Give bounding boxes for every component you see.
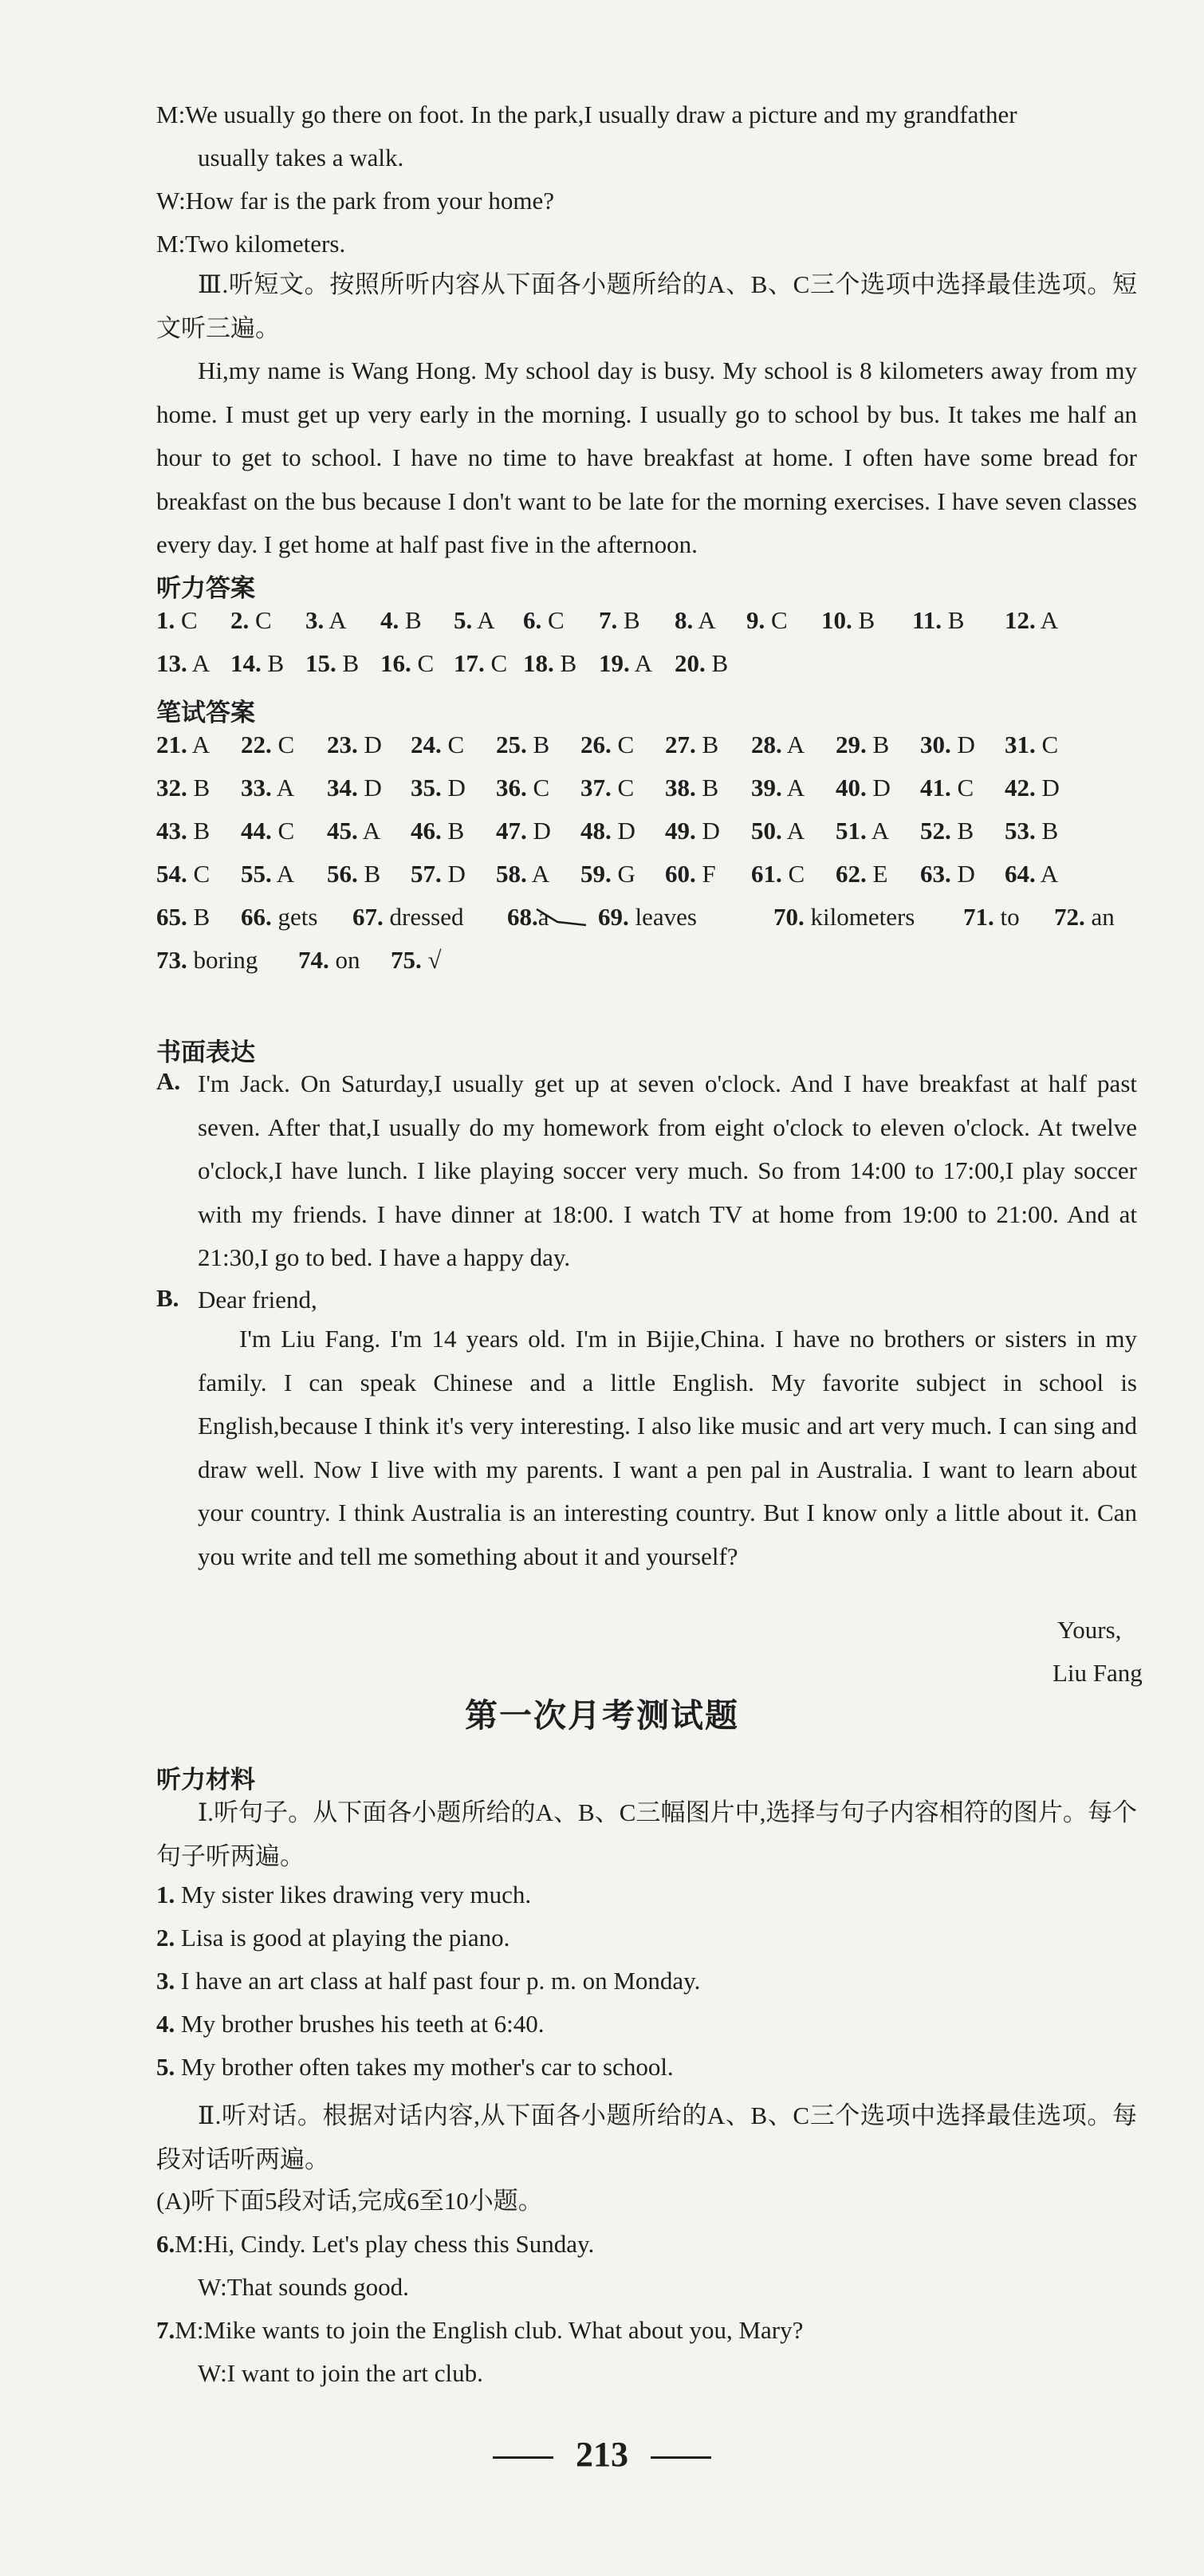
answer-item: 23. D xyxy=(327,731,382,758)
question-number: 7. xyxy=(156,2316,175,2344)
answer-row xyxy=(156,901,1137,944)
written-answers-grid xyxy=(156,729,1137,987)
answer-item: 6. C xyxy=(523,606,565,634)
part3-passage: Hi,my name is Wang Hong. My school day is busy. My school is 8 kilometers away from my home. I must get up very early in the morning. I usually go to school by bus. It takes me half an hour to get to school. I have no time to have breakfast at home. I often have some bread for breakfast on the bus because I don't want to be late for the morning exercises. I have seven classes every day. I get home at half past five in the afternoon. xyxy=(156,356,1137,558)
answer-item: 29. B xyxy=(836,731,890,758)
sentence-item: 1. My sister likes drawing very much. xyxy=(156,1881,532,1908)
part3-instruction: Ⅲ.听短文。按照所听内容从下面各小题所给的A、B、C三个选项中选择最佳选项。短文听三遍。 xyxy=(156,270,1137,342)
answer-item: 2. C xyxy=(230,606,272,634)
writing-a-label: A. xyxy=(156,1067,181,1095)
answer-item: 67. dressed xyxy=(352,903,464,931)
answer-item: 36. C xyxy=(496,774,550,802)
answer-row xyxy=(156,858,1137,901)
answer-item: 26. C xyxy=(580,731,635,758)
answer-item: 20. B xyxy=(675,649,729,677)
answer-item: 50. A xyxy=(751,817,805,845)
answer-item: 16. C xyxy=(380,649,435,677)
answer-item: 9. C xyxy=(746,606,788,634)
section-title: 第一次月考测试题 xyxy=(465,1696,739,1735)
answer-item: 18. B xyxy=(523,649,577,677)
writing-title: 书面表达 xyxy=(156,1038,255,1067)
answer-item: 10. B xyxy=(821,606,875,634)
writing-b-label: B. xyxy=(156,1284,179,1312)
dialogue-line: M:Two kilometers. xyxy=(156,230,346,258)
answer-item: 68.a xyxy=(507,901,549,933)
answer-item: 75. √ xyxy=(391,946,442,974)
answer-item: 45. A xyxy=(327,817,381,845)
writing-b-greeting: Dear friend, xyxy=(198,1286,317,1314)
answer-item: 69. leaves xyxy=(598,903,697,931)
answer-item: 47. D xyxy=(496,817,551,845)
answer-item: 39. A xyxy=(751,774,805,802)
answer-item: 1. C xyxy=(156,606,198,634)
answer-item: 44. C xyxy=(241,817,295,845)
answer-item: 66. gets xyxy=(241,903,318,931)
answer-item: 30. D xyxy=(920,731,975,758)
answer-item: 12. A xyxy=(1005,606,1059,634)
answer-item: 42. D xyxy=(1005,774,1060,802)
answer-item: 73. boring xyxy=(156,946,258,974)
answer-item: 19. A xyxy=(599,649,653,677)
answer-item: 62. E xyxy=(836,860,888,888)
answer-row xyxy=(156,729,1137,772)
answer-item: 63. D xyxy=(920,860,975,888)
answer-row xyxy=(156,772,1137,815)
letter-closing: Yours, xyxy=(1057,1616,1122,1644)
letter-signature: Liu Fang xyxy=(1053,1659,1143,1687)
answer-item: 14. B xyxy=(230,649,285,677)
answer-item: 4. B xyxy=(380,606,422,634)
answer-item: 11. B xyxy=(912,606,965,634)
answer-item: 32. B xyxy=(156,774,211,802)
answer-row xyxy=(156,648,1137,691)
question-number: 6. xyxy=(156,2230,175,2258)
answer-row xyxy=(156,605,1137,648)
answer-item: 8. A xyxy=(675,606,716,634)
answer-item: 40. D xyxy=(836,774,891,802)
sentence-item: 5. My brother often takes my mother's car to school. xyxy=(156,2053,674,2081)
answer-item: 64. A xyxy=(1005,860,1059,888)
answer-item: 15. B xyxy=(305,649,360,677)
answer-item: 31. C xyxy=(1005,731,1059,758)
answer-item: 70. kilometers xyxy=(773,903,915,931)
answer-item: 24. C xyxy=(411,731,465,758)
answer-item: 37. C xyxy=(580,774,635,802)
writing-b-text: I'm Liu Fang. I'm 14 years old. I'm in Bijie,China. I have no brothers or sisters in my family. I can speak Chinese and a little English. My favorite subject in school is English,because I think it's very interesting. I also like music and art very much. I can sing and draw well. Now I live with my parents. I want a pen pal in Australia. I want to learn about your country. I think Australia is an interesting country. But I know only a little about it. Can you write and tell me something about it and yourself? xyxy=(198,1325,1137,1570)
dialogue-line: W:How far is the park from your home? xyxy=(156,187,554,215)
listening-answers-grid xyxy=(156,605,1137,691)
answer-item: 74. on xyxy=(298,946,360,974)
answer-item: 27. B xyxy=(665,731,719,758)
answer-item: 38. B xyxy=(665,774,719,802)
answer-item: 60. F xyxy=(665,860,716,888)
answer-item: 46. B xyxy=(411,817,465,845)
dialogue-6-man: 6.M:Hi, Cindy. Let's play chess this Sunday. xyxy=(156,2230,595,2258)
answer-item: 25. B xyxy=(496,731,550,758)
sentence-item: 3. I have an art class at half past four p. m. on Monday. xyxy=(156,1967,701,1995)
answer-item: 71. to xyxy=(963,903,1020,931)
answer-item: 48. D xyxy=(580,817,635,845)
answer-item: 52. B xyxy=(920,817,974,845)
answer-row xyxy=(156,815,1137,858)
part2-subinstruction: (A)听下面5段对话,完成6至10小题。 xyxy=(156,2187,543,2215)
section-subtitle: 听力材料 xyxy=(156,1766,255,1794)
answer-item: 49. D xyxy=(665,817,720,845)
answer-item: 43. B xyxy=(156,817,211,845)
answer-item: 35. D xyxy=(411,774,466,802)
dialogue-line: M:We usually go there on foot. In the park,I usually draw a picture and my grandfather xyxy=(156,100,1017,128)
writing-a-text: I'm Jack. On Saturday,I usually get up at seven o'clock. And I have breakfast at half past seven. After that,I usually do my homework from eight o'clock to eleven o'clock. At twelve o'clock,I have lunch. I like playing soccer very much. So from 14:00 to 17:00,I play soccer with my friends. I have dinner at 18:00. I watch TV at home from 19:00 to 21:00. And at 21:30,I go to bed. I have a happy day. xyxy=(198,1069,1137,1271)
answer-item: 33. A xyxy=(241,774,295,802)
listening-answers-title: 听力答案 xyxy=(156,574,255,603)
dialogue-7-man: 7.M:Mike wants to join the English club. What about you, Mary? xyxy=(156,2316,804,2344)
answer-item: 3. A xyxy=(305,606,347,634)
answer-item: 57. D xyxy=(411,860,466,888)
answer-item: 5. A xyxy=(454,606,495,634)
sentence-item: 2. Lisa is good at playing the piano. xyxy=(156,1924,510,1952)
answer-item: 7. B xyxy=(599,606,640,634)
page-number: 213 xyxy=(0,2434,1204,2475)
sentence-item: 4. My brother brushes his teeth at 6:40. xyxy=(156,2010,545,2038)
dialogue-line: usually takes a walk. xyxy=(198,144,404,171)
answer-item: 41. C xyxy=(920,774,974,802)
answer-item: 21. A xyxy=(156,731,211,758)
part2-instruction: Ⅱ.听对话。根据对话内容,从下面各小题所给的A、B、C三个选项中选择最佳选项。每段对话听两遍。 xyxy=(156,2101,1137,2173)
dialogue-7-woman: W:I want to join the art club. xyxy=(198,2359,483,2387)
answer-row xyxy=(156,944,1137,987)
answer-item: 53. B xyxy=(1005,817,1059,845)
answer-item: 17. C xyxy=(454,649,508,677)
answer-item: 72. an xyxy=(1054,903,1115,931)
answer-item: 55. A xyxy=(241,860,295,888)
answer-item: 54. C xyxy=(156,860,211,888)
answer-item: 22. C xyxy=(241,731,295,758)
written-answers-title: 笔试答案 xyxy=(156,699,255,727)
answer-item: 13. A xyxy=(156,649,211,677)
answer-item: 28. A xyxy=(751,731,805,758)
part1-instruction: Ⅰ.听句子。从下面各小题所给的A、B、C三幅图片中,选择与句子内容相符的图片。每个句子听两遍。 xyxy=(156,1798,1137,1870)
answer-item: 65. B xyxy=(156,903,211,931)
answer-item: 58. A xyxy=(496,860,550,888)
answer-item: 61. C xyxy=(751,860,805,888)
answer-item: 51. A xyxy=(836,817,890,845)
answer-item: 56. B xyxy=(327,860,381,888)
dialogue-6-woman: W:That sounds good. xyxy=(198,2273,409,2301)
answer-item: 34. D xyxy=(327,774,382,802)
answer-item: 59. G xyxy=(580,860,635,888)
